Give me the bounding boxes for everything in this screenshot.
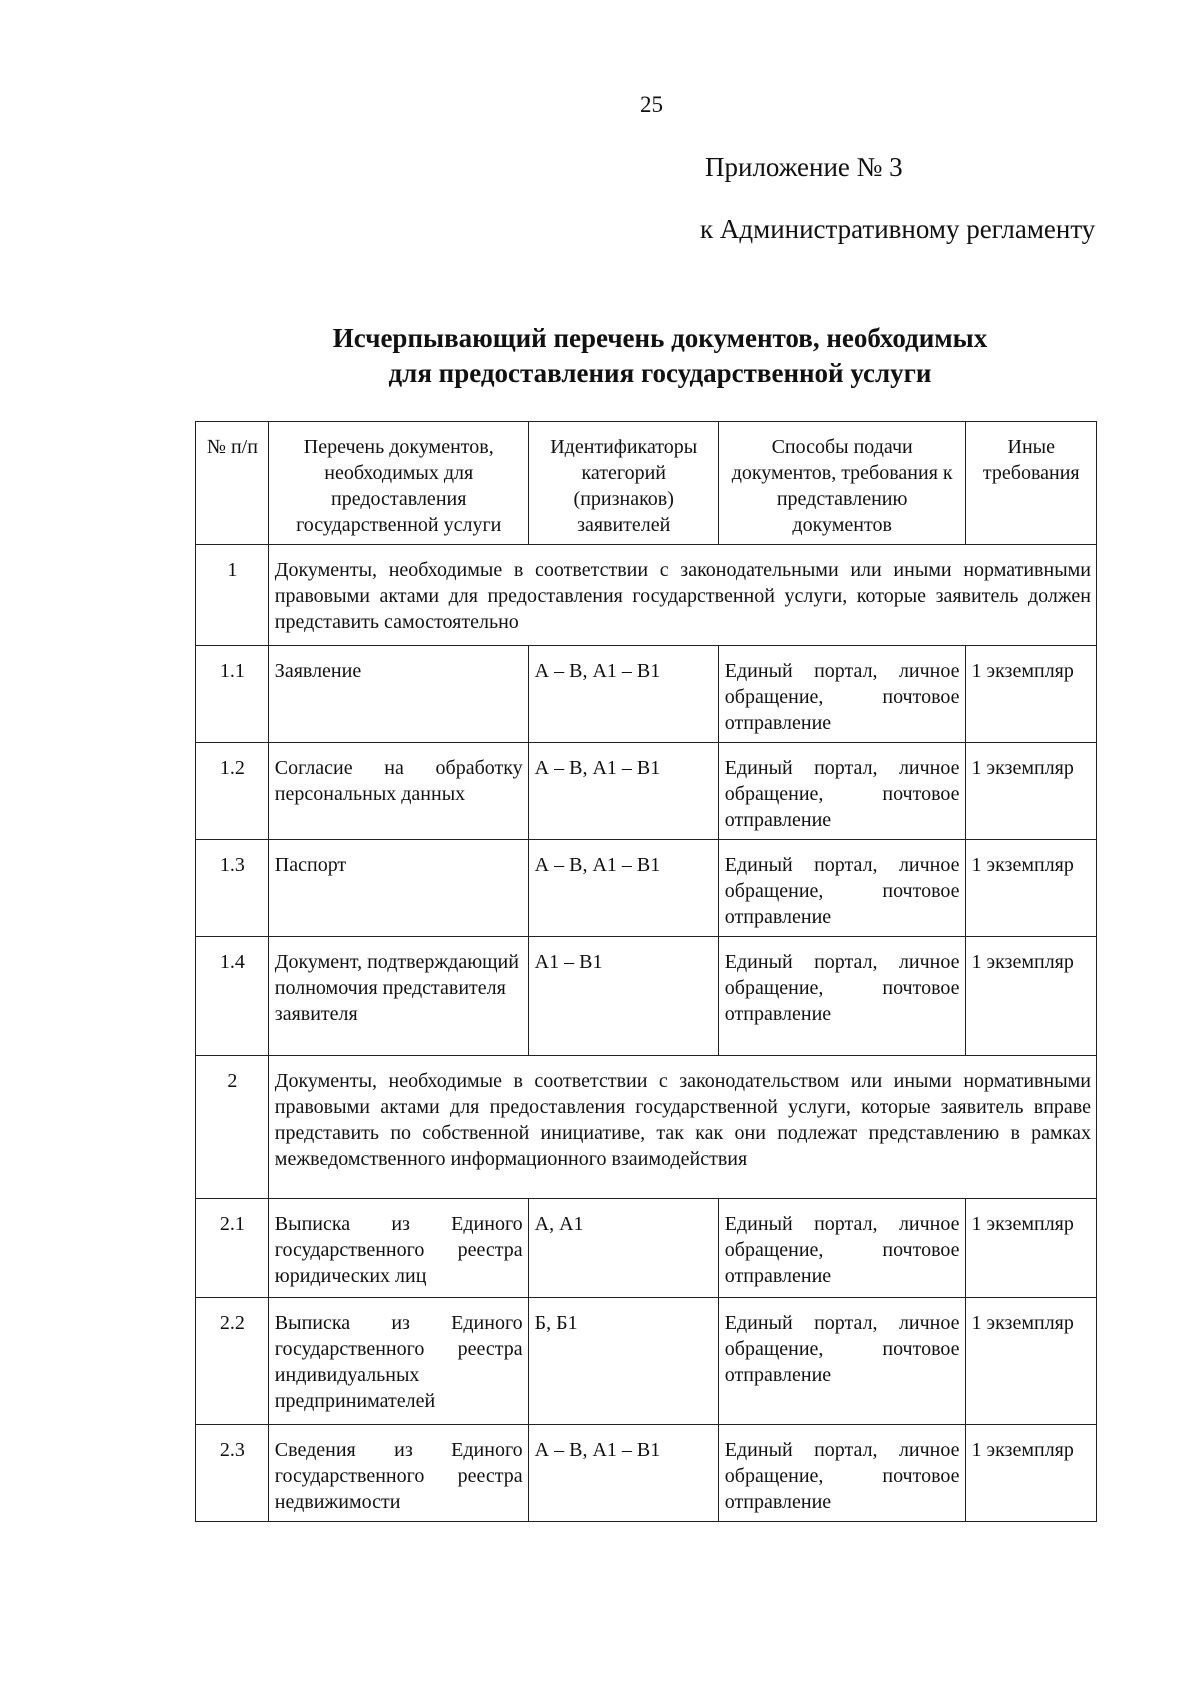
section-row [196, 1056, 1097, 1199]
row-other-requirements: 1 экземпляр [965, 840, 1096, 937]
document-title-line-1: Исчерпывающий перечень документов, необходимых [332, 323, 988, 353]
table-row [196, 1298, 1097, 1425]
row-identifiers: А – В, А1 – В1 [528, 743, 718, 840]
section-num: 2 [196, 1056, 269, 1199]
document-title-line-2: для предоставления государственной услуги [388, 358, 932, 388]
row-submission-methods: Единый портал, личное обращение, почтовое отправление [718, 840, 965, 937]
section-num: 1 [196, 545, 269, 646]
header-submission-methods: Способы подачи документов, требования к представлению документов [718, 422, 965, 545]
header-documents: Перечень документов, необходимых для предоставления государственной услуги [268, 422, 528, 545]
row-identifiers: А – В, А1 – В1 [528, 840, 718, 937]
row-num: 2.1 [196, 1199, 269, 1298]
row-document: Паспорт [268, 840, 528, 937]
row-num: 1.3 [196, 840, 269, 937]
row-identifiers: А – В, А1 – В1 [528, 1425, 718, 1522]
row-document: Сведения из Единого государственного реестра недвижимости [268, 1425, 528, 1522]
row-submission-methods: Единый портал, личное обращение, почтовое отправление [718, 937, 965, 1056]
row-identifiers: Б, Б1 [528, 1298, 718, 1425]
table-row [196, 646, 1097, 743]
row-other-requirements: 1 экземпляр [965, 1425, 1096, 1522]
row-submission-methods: Единый портал, личное обращение, почтовое отправление [718, 1425, 965, 1522]
header-identifiers: Идентификаторы категорий (признаков) заявителей [528, 422, 718, 545]
row-num: 2.2 [196, 1298, 269, 1425]
row-num: 1.2 [196, 743, 269, 840]
row-other-requirements: 1 экземпляр [965, 1199, 1096, 1298]
row-identifiers: А, А1 [528, 1199, 718, 1298]
row-other-requirements: 1 экземпляр [965, 1298, 1096, 1425]
header-num: № п/п [196, 422, 269, 545]
section-text: Документы, необходимые в соответствии с законодательными или иными нормативными правовыми актами для предоставления государственной услуги, которые заявитель должен представить самостоятельно [268, 545, 1096, 646]
header-other-requirements: Иные требования [965, 422, 1096, 545]
table-row [196, 937, 1097, 1056]
row-other-requirements: 1 экземпляр [965, 743, 1096, 840]
table-row [196, 1199, 1097, 1298]
row-num: 2.3 [196, 1425, 269, 1522]
appendix-label: Приложение № 3 [705, 152, 903, 182]
document-title [0, 321, 1200, 391]
row-document: Выписка из Единого государственного реестра юридических лиц [268, 1199, 528, 1298]
table-row [196, 743, 1097, 840]
section-row [196, 545, 1097, 646]
row-submission-methods: Единый портал, личное обращение, почтовое отправление [718, 1199, 965, 1298]
row-other-requirements: 1 экземпляр [965, 646, 1096, 743]
table-header-row [196, 422, 1097, 545]
row-document: Документ, подтверждающий полномочия представителя заявителя [268, 937, 528, 1056]
row-identifiers: А – В, А1 – В1 [528, 646, 718, 743]
row-submission-methods: Единый портал, личное обращение, почтовое отправление [718, 1298, 965, 1425]
row-document: Согласие на обработку персональных данных [268, 743, 528, 840]
row-num: 1.1 [196, 646, 269, 743]
row-identifiers: А1 – В1 [528, 937, 718, 1056]
table-row [196, 1425, 1097, 1522]
row-document: Заявление [268, 646, 528, 743]
table-row [196, 840, 1097, 937]
documents-table [195, 421, 1097, 1522]
appendix-reference: к Административному регламенту [700, 214, 1096, 244]
row-num: 1.4 [196, 937, 269, 1056]
row-submission-methods: Единый портал, личное обращение, почтовое отправление [718, 646, 965, 743]
row-other-requirements: 1 экземпляр [965, 937, 1096, 1056]
row-document: Выписка из Единого государственного реестра индивидуальных предпринимателей [268, 1298, 528, 1425]
section-text: Документы, необходимые в соответствии с законодательством или иными нормативными правовыми актами для предоставления государственной услуги, которые заявитель вправе представить по собственной инициативе, так как они подлежат представлению в рамках межведомственного информационного взаимодействия [268, 1056, 1096, 1199]
row-submission-methods: Единый портал, личное обращение, почтовое отправление [718, 743, 965, 840]
page-number: 25 [640, 92, 663, 117]
